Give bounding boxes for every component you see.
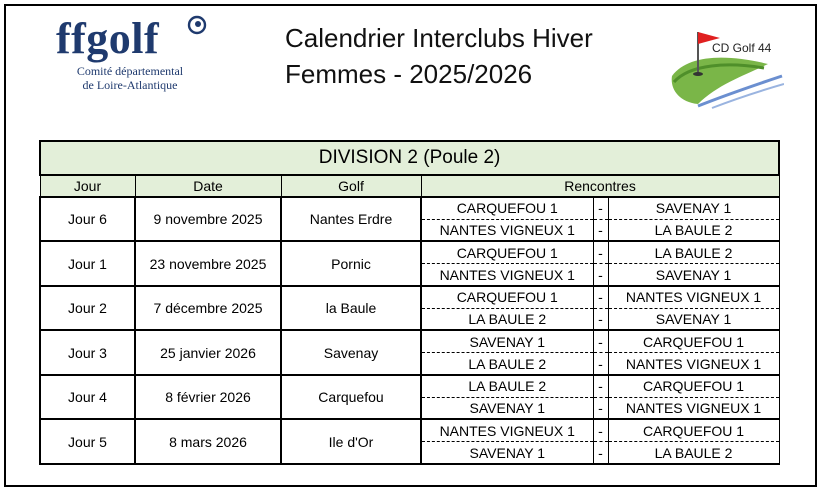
ffgolf-swirl-icon bbox=[186, 14, 208, 36]
vs-separator: - bbox=[593, 397, 608, 419]
team-away: LA BAULE 2 bbox=[608, 442, 779, 464]
table-body bbox=[40, 197, 779, 464]
team-home: SAVENAY 1 bbox=[421, 397, 593, 419]
vs-separator: - bbox=[593, 308, 608, 330]
table-row bbox=[40, 286, 779, 308]
team-away: CARQUEFOU 1 bbox=[608, 419, 779, 441]
team-away: CARQUEFOU 1 bbox=[608, 330, 779, 352]
title-line-2: Femmes - 2025/2026 bbox=[285, 59, 533, 89]
cell-jour: Jour 2 bbox=[40, 286, 135, 331]
cell-date: 9 novembre 2025 bbox=[135, 197, 281, 242]
vs-separator: - bbox=[593, 197, 608, 219]
cell-jour: Jour 5 bbox=[40, 419, 135, 464]
vs-separator: - bbox=[593, 330, 608, 352]
cell-golf: Pornic bbox=[281, 241, 421, 286]
cell-jour: Jour 3 bbox=[40, 330, 135, 375]
title-line-1: Calendrier Interclubs Hiver bbox=[285, 23, 593, 53]
team-away: LA BAULE 2 bbox=[608, 241, 779, 263]
team-home: NANTES VIGNEUX 1 bbox=[421, 219, 593, 241]
team-home: CARQUEFOU 1 bbox=[421, 241, 593, 263]
cell-date: 25 janvier 2026 bbox=[135, 330, 281, 375]
vs-separator: - bbox=[593, 264, 608, 286]
ffgolf-wordmark: ffgolf bbox=[56, 14, 160, 63]
team-home: NANTES VIGNEUX 1 bbox=[421, 264, 593, 286]
team-home: SAVENAY 1 bbox=[421, 330, 593, 352]
ffgolf-subtitle-1: Comité départemental bbox=[76, 64, 184, 78]
header-date: Date bbox=[135, 175, 281, 197]
table-row bbox=[40, 375, 779, 397]
division-banner: DIVISION 2 (Poule 2) bbox=[40, 141, 779, 175]
cell-date: 23 novembre 2025 bbox=[135, 241, 281, 286]
team-away: SAVENAY 1 bbox=[608, 264, 779, 286]
header-golf: Golf bbox=[281, 175, 421, 197]
vs-separator: - bbox=[593, 286, 608, 308]
vs-separator: - bbox=[593, 241, 608, 263]
cd-golf-44-logo-icon bbox=[668, 24, 784, 110]
team-home: NANTES VIGNEUX 1 bbox=[421, 419, 593, 441]
cell-date: 8 février 2026 bbox=[135, 375, 281, 420]
table-row bbox=[40, 419, 779, 441]
ffgolf-logo bbox=[56, 14, 216, 104]
table-row bbox=[40, 241, 779, 263]
vs-separator: - bbox=[593, 442, 608, 464]
cell-golf: Carquefou bbox=[281, 375, 421, 420]
team-away: LA BAULE 2 bbox=[608, 219, 779, 241]
cell-golf: Ile d'Or bbox=[281, 419, 421, 464]
vs-separator: - bbox=[593, 353, 608, 375]
vs-separator: - bbox=[593, 419, 608, 441]
team-home: SAVENAY 1 bbox=[421, 442, 593, 464]
cell-golf: la Baule bbox=[281, 286, 421, 331]
ffgolf-subtitle-2: de Loire-Atlantique bbox=[82, 78, 178, 92]
vs-separator: - bbox=[593, 375, 608, 397]
page-title bbox=[285, 20, 593, 92]
vs-separator: - bbox=[593, 219, 608, 241]
cell-jour: Jour 1 bbox=[40, 241, 135, 286]
team-away: SAVENAY 1 bbox=[608, 197, 779, 219]
team-home: CARQUEFOU 1 bbox=[421, 286, 593, 308]
cell-date: 7 décembre 2025 bbox=[135, 286, 281, 331]
cell-date: 8 mars 2026 bbox=[135, 419, 281, 464]
header-jour: Jour bbox=[40, 175, 135, 197]
team-home: CARQUEFOU 1 bbox=[421, 197, 593, 219]
team-home: LA BAULE 2 bbox=[421, 353, 593, 375]
table-row bbox=[40, 197, 779, 219]
team-home: LA BAULE 2 bbox=[421, 308, 593, 330]
header-rencontres: Rencontres bbox=[421, 175, 779, 197]
team-away: NANTES VIGNEUX 1 bbox=[608, 286, 779, 308]
cell-jour: Jour 4 bbox=[40, 375, 135, 420]
team-away: NANTES VIGNEUX 1 bbox=[608, 353, 779, 375]
table-row bbox=[40, 330, 779, 352]
team-away: NANTES VIGNEUX 1 bbox=[608, 397, 779, 419]
cell-jour: Jour 6 bbox=[40, 197, 135, 242]
calendar-table bbox=[39, 140, 780, 465]
team-home: LA BAULE 2 bbox=[421, 375, 593, 397]
team-away: CARQUEFOU 1 bbox=[608, 375, 779, 397]
cd-golf-44-label: CD Golf 44 bbox=[712, 41, 772, 55]
cell-golf: Nantes Erdre bbox=[281, 197, 421, 242]
team-away: SAVENAY 1 bbox=[608, 308, 779, 330]
cell-golf: Savenay bbox=[281, 330, 421, 375]
